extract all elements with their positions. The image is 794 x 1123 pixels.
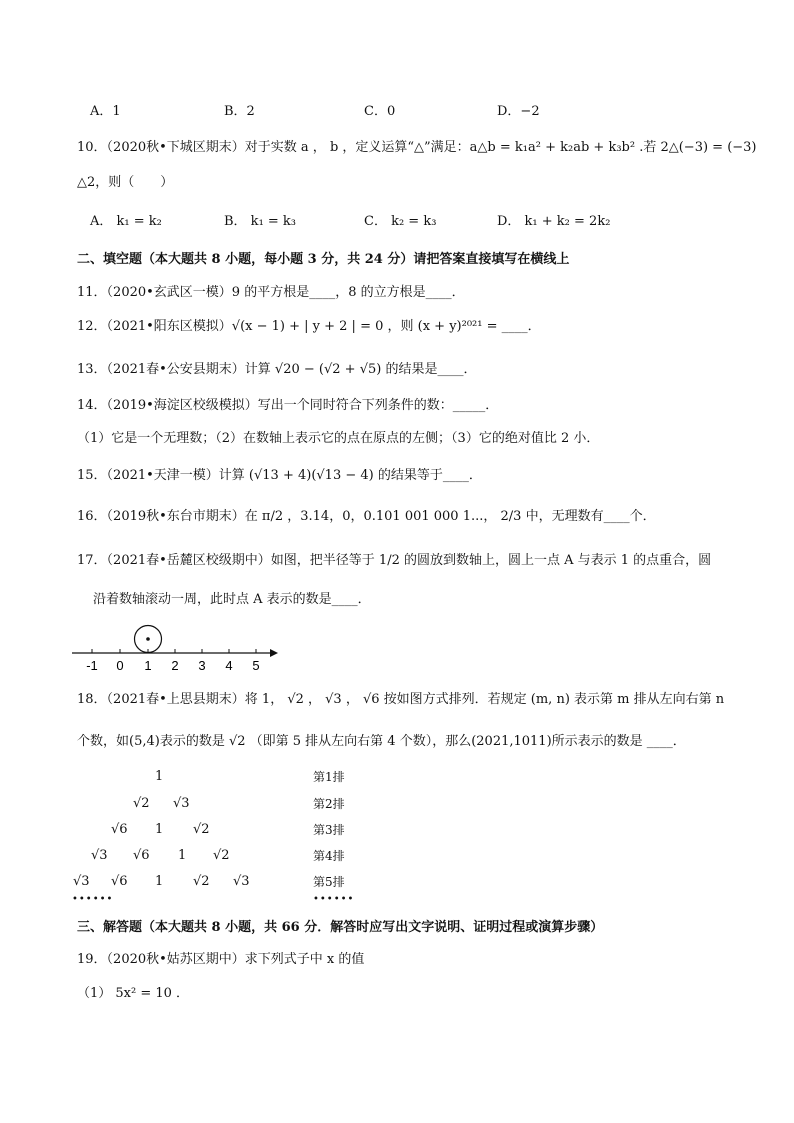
continuation-dots-right: •••••• bbox=[313, 894, 355, 905]
row5-item3: 1 bbox=[155, 874, 164, 889]
row2-item2: √3 bbox=[173, 796, 190, 811]
tick-label-2: 2 bbox=[171, 658, 179, 673]
q10-option-a: A． k₁ = k₂ bbox=[90, 214, 162, 229]
row1-item1: 1 bbox=[155, 769, 164, 784]
q16: 16．（2019秋•东台市期末）在 π/2 ，3.14，0，0.101 001 000 1...， 2/3 中，无理数有____个． bbox=[77, 509, 656, 524]
circle-center-dot bbox=[146, 637, 150, 641]
q10-option-d: D． k₁ + k₂ = 2k₂ bbox=[497, 214, 611, 229]
q9-option-d: D．−2 bbox=[497, 104, 540, 119]
number-line-figure bbox=[70, 622, 280, 674]
q19-line2: （1） 5x² = 10 ． bbox=[77, 986, 190, 1001]
tick-label-1: 1 bbox=[144, 658, 152, 673]
q10-option-c: C． k₂ = k₃ bbox=[364, 214, 437, 229]
q10-line2: △2，则（ ） bbox=[77, 175, 174, 190]
row4-item1: √3 bbox=[91, 848, 108, 863]
q17-line1: 17．（2021春•岳麓区校级期中）如图，把半径等于 1/2 的圆放到数轴上，圆上一点 A 与表示 1 的点重合，圆 bbox=[77, 553, 712, 568]
q17-line2: 沿着数轴滚动一周，此时点 A 表示的数是____． bbox=[93, 592, 371, 607]
q18-line1: 18．（2021春•上思县期末）将 1， √2 ， √3 ， √6 按如图方式排列．若规定 (m, n) 表示第 m 排从左向右第 n bbox=[77, 692, 725, 707]
row5-item1: √3 bbox=[73, 874, 90, 889]
q14-line1: 14．（2019•海淀区校级模拟）写出一个同时符合下列条件的数：_____． bbox=[77, 398, 499, 413]
arrow-icon bbox=[270, 649, 278, 657]
q15: 15．（2021•天津一模）计算 (√13 + 4)(√13 − 4) 的结果等于____． bbox=[77, 468, 482, 483]
section3-heading: 三、解答题（本大题共 8 小题，共 66 分．解答时应写出文字说明、证明过程或演算步骤） bbox=[77, 920, 604, 935]
section2-heading: 二、填空题（本大题共 8 小题，每小题 3 分，共 24 分）请把答案直接填写在横线上 bbox=[77, 252, 570, 267]
row5-item2: √6 bbox=[111, 874, 128, 889]
q14-line2: （1）它是一个无理数；（2）在数轴上表示它的点在原点的左侧；（3）它的绝对值比 2 小． bbox=[77, 431, 600, 446]
row3-item2: 1 bbox=[155, 822, 164, 837]
row5-item5: √3 bbox=[233, 874, 250, 889]
row2-label: 第2排 bbox=[313, 797, 345, 811]
row3-label: 第3排 bbox=[313, 823, 345, 837]
q19-line1: 19．（2020秋•姑苏区期中）求下列式子中 x 的值 bbox=[77, 952, 365, 967]
tick-label-0: 0 bbox=[116, 658, 124, 673]
row4-label: 第4排 bbox=[313, 849, 345, 863]
row3-item1: √6 bbox=[111, 822, 128, 837]
row4-item4: √2 bbox=[213, 848, 230, 863]
row4-item3: 1 bbox=[178, 848, 187, 863]
tick-label-neg1: -1 bbox=[86, 658, 98, 673]
q11: 11．（2020•玄武区一模）9 的平方根是____，8 的立方根是____． bbox=[77, 285, 465, 300]
q10-line1: 10．（2020秋•下城区期末）对于实数 a ， b ，定义运算“△”满足：a△b = k₁a² + k₂ab + k₃b² .若 2△(−3) = (−3) bbox=[77, 140, 757, 155]
tick-label-3: 3 bbox=[198, 658, 206, 673]
row5-item4: √2 bbox=[193, 874, 210, 889]
q18-line2: 个数，如(5,4)表示的数是 √2 （即第 5 排从左向右第 4 个数），那么(2021,1011)所示表示的数是 ____． bbox=[77, 734, 686, 749]
row2-item1: √2 bbox=[133, 796, 150, 811]
q9-option-b: B．2 bbox=[224, 104, 255, 119]
q12: 12．（2021•阳东区模拟）√(x − 1) + | y + 2 | = 0 ，则 (x + y)²⁰²¹ = ____． bbox=[77, 319, 541, 334]
q9-option-a: A．1 bbox=[90, 104, 121, 119]
q13: 13．（2021春•公安县期末）计算 √20 − (√2 + √5) 的结果是____． bbox=[77, 362, 477, 377]
continuation-dots-left: •••••• bbox=[72, 894, 114, 905]
tick-label-5: 5 bbox=[252, 658, 260, 673]
row4-item2: √6 bbox=[133, 848, 150, 863]
q9-option-c: C．0 bbox=[364, 104, 396, 119]
row1-label: 第1排 bbox=[313, 770, 345, 784]
row3-item3: √2 bbox=[193, 822, 210, 837]
row5-label: 第5排 bbox=[313, 875, 345, 889]
q10-option-b: B． k₁ = k₃ bbox=[224, 214, 297, 229]
tick-label-4: 4 bbox=[225, 658, 233, 673]
